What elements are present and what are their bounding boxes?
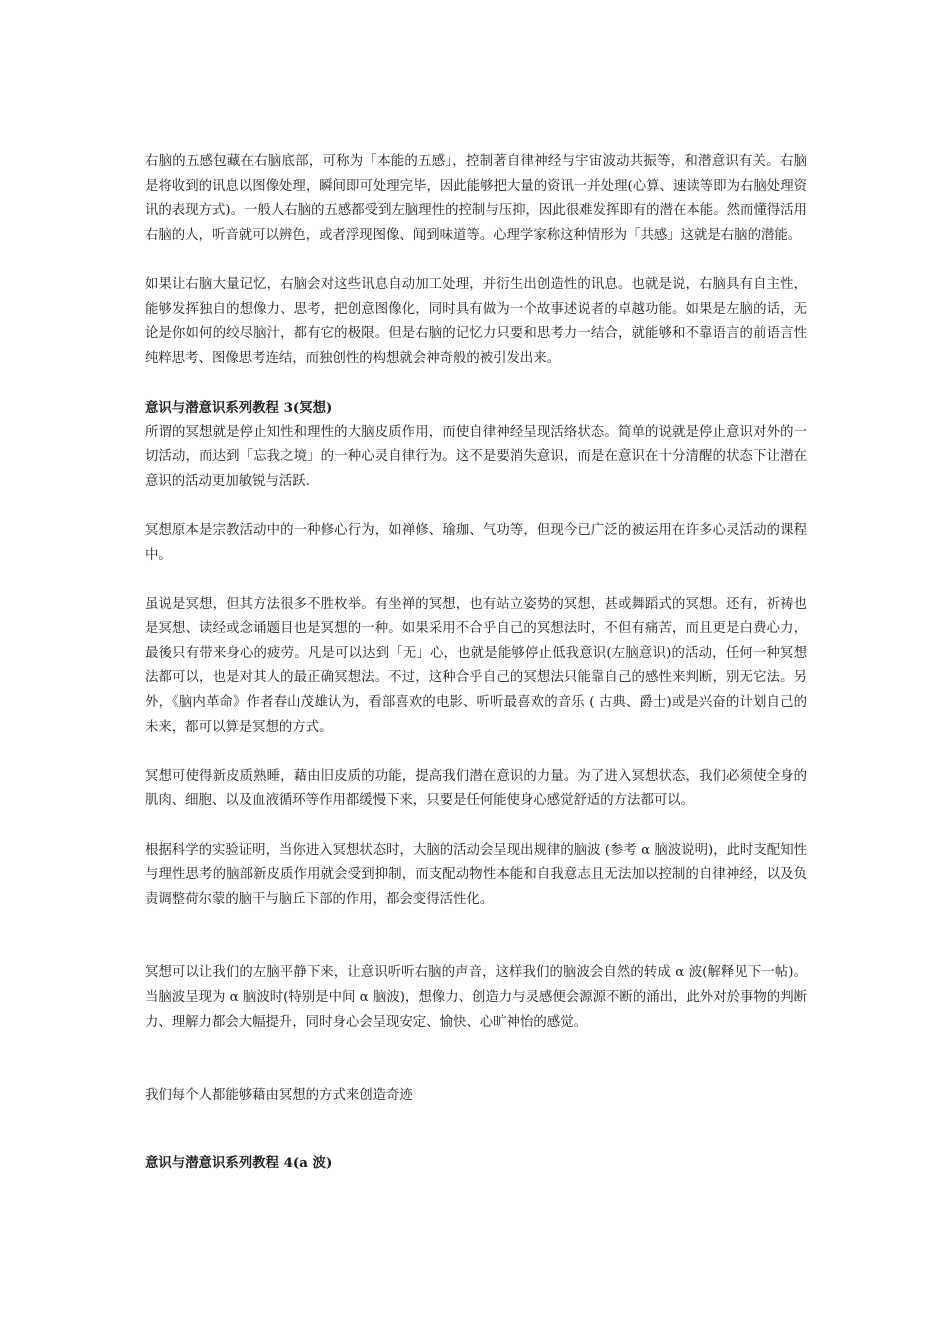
document-body [145,150,807,1175]
paragraph-meditation-brainwaves: 根据科学的实验证明，当你进入冥想状态时，大脑的活动会呈现出规律的脑波 (参考 α 脑波说明)，此时支配知性与理性思考的脑部新皮质作用就会受到抑制，而支配动物性本能和自我意志且无法加以控制的自律神经，以及负责调整荷尔蒙的脑干与脑丘下部的作用，都会变得活性化。 [145,842,807,907]
paragraph-meditation-definition: 所谓的冥想就是停止知性和理性的大脑皮质作用，而使自律神经呈现活络状态。简单的说就是停止意识对外的一切活动，而达到「忘我之境」的一种心灵自律行为。这不是要消失意识，而是在意识在十分清醒的状态下让潜在意识的活动更加敏锐与活跃. [145,424,807,489]
paragraph-right-brain-senses: 右脑的五感包藏在右脑底部，可称为「本能的五感」，控制著自律神经与宇宙波动共振等，和潜意识有关。右脑是将收到的讯息以图像处理，瞬间即可处理完毕，因此能够把大量的资讯一并处理(心算、速读等即为右脑处理资讯的表现方式)。一般人右脑的五感都受到左脑理性的控制与压抑，因此很难发挥即有的潜在本能。然而懂得活用右脑的人，听音就可以辨色，或者浮现图像、闻到味道等。心理学家称这种情形为「共感」这就是右脑的潜能。 [145,154,807,243]
paragraph-gap [145,248,807,273]
paragraph-alpha-waves: 冥想可以让我们的左脑平静下来，让意识听听右脑的声音，这样我们的脑波会自然的转成 α 波(解释见下一帖)。当脑波呈现为 α 脑波时(特别是中间 α 脑波)，想像力、创造力与灵感便会源源不断的涌出，此外对於事物的判断力、理解力都会大幅提升，同时身心会呈现安定、愉快、心旷神怡的感觉。 [145,965,807,1030]
paragraph-gap [145,1035,807,1084]
section-heading-alpha-waves: 意识与潜意识系列教程 4(a 波) [145,1154,333,1171]
paragraph-gap [145,568,807,593]
paragraph-gap [145,814,807,839]
paragraph-gap [145,740,807,765]
paragraph-meditation-methods: 虽说是冥想，但其方法很多不胜枚举。有坐禅的冥想，也有站立姿势的冥想，甚或舞蹈式的冥想。还有，祈祷也是冥想、读经或念诵题目也是冥想的一种。如果采用不合乎自己的冥想法时，不但有痛苦，而且更是白费心力，最後只有带来身心的疲劳。凡是可以达到「无」心，也就是能够停止低我意识(左脑意识)的活动，任何一种冥想法都可以，也是对其人的最正确冥想法。不过，这种合乎自己的冥想法只能靠自己的感性来判断，别无它法。另外，《脑内革命》作者春山茂雄认为，看部喜欢的电影、听听最喜欢的音乐 ( 古典、爵士)或是兴奋的计划自己的未来，都可以算是冥想的方式。 [145,596,807,735]
paragraph-meditation-neocortex: 冥想可使得新皮质熟睡，藉由旧皮质的功能，提高我们潜在意识的力量。为了进入冥想状态，我们必须使全身的肌肉、细胞、以及血液循环等作用都缓慢下来，只要是任何能使身心感觉舒适的方法都可以。 [145,768,807,809]
paragraph-gap [145,912,807,961]
paragraph-miracle: 我们每个人都能够藉由冥想的方式来创造奇迹 [145,1088,413,1104]
paragraph-gap [145,371,807,396]
section-heading-meditation: 意识与潜意识系列教程 3(冥想) [145,399,333,416]
paragraph-right-brain-memory: 如果让右脑大量记忆，右脑会对这些讯息自动加工处理，并衍生出创造性的讯息。也就是说，右脑具有自主性，能够发挥独自的想像力、思考，把创意图像化，同时具有做为一个故事述说者的卓越功能。如果是左脑的话，无论是你如何的绞尽脑汁，都有它的极限。但是右脑的记忆力只要和思考力一结合，就能够和不靠语言的前语言性纯粹思考、图像思考连结，而独创性的构想就会神奇般的被引发出来。 [145,276,807,366]
paragraph-gap [145,1109,807,1151]
paragraph-meditation-origin: 冥想原本是宗教活动中的一种修心行为，如禅修、瑜珈、气功等，但现今已广泛的被运用在许多心灵活动的课程中。 [145,522,807,563]
paragraph-gap [145,494,807,519]
